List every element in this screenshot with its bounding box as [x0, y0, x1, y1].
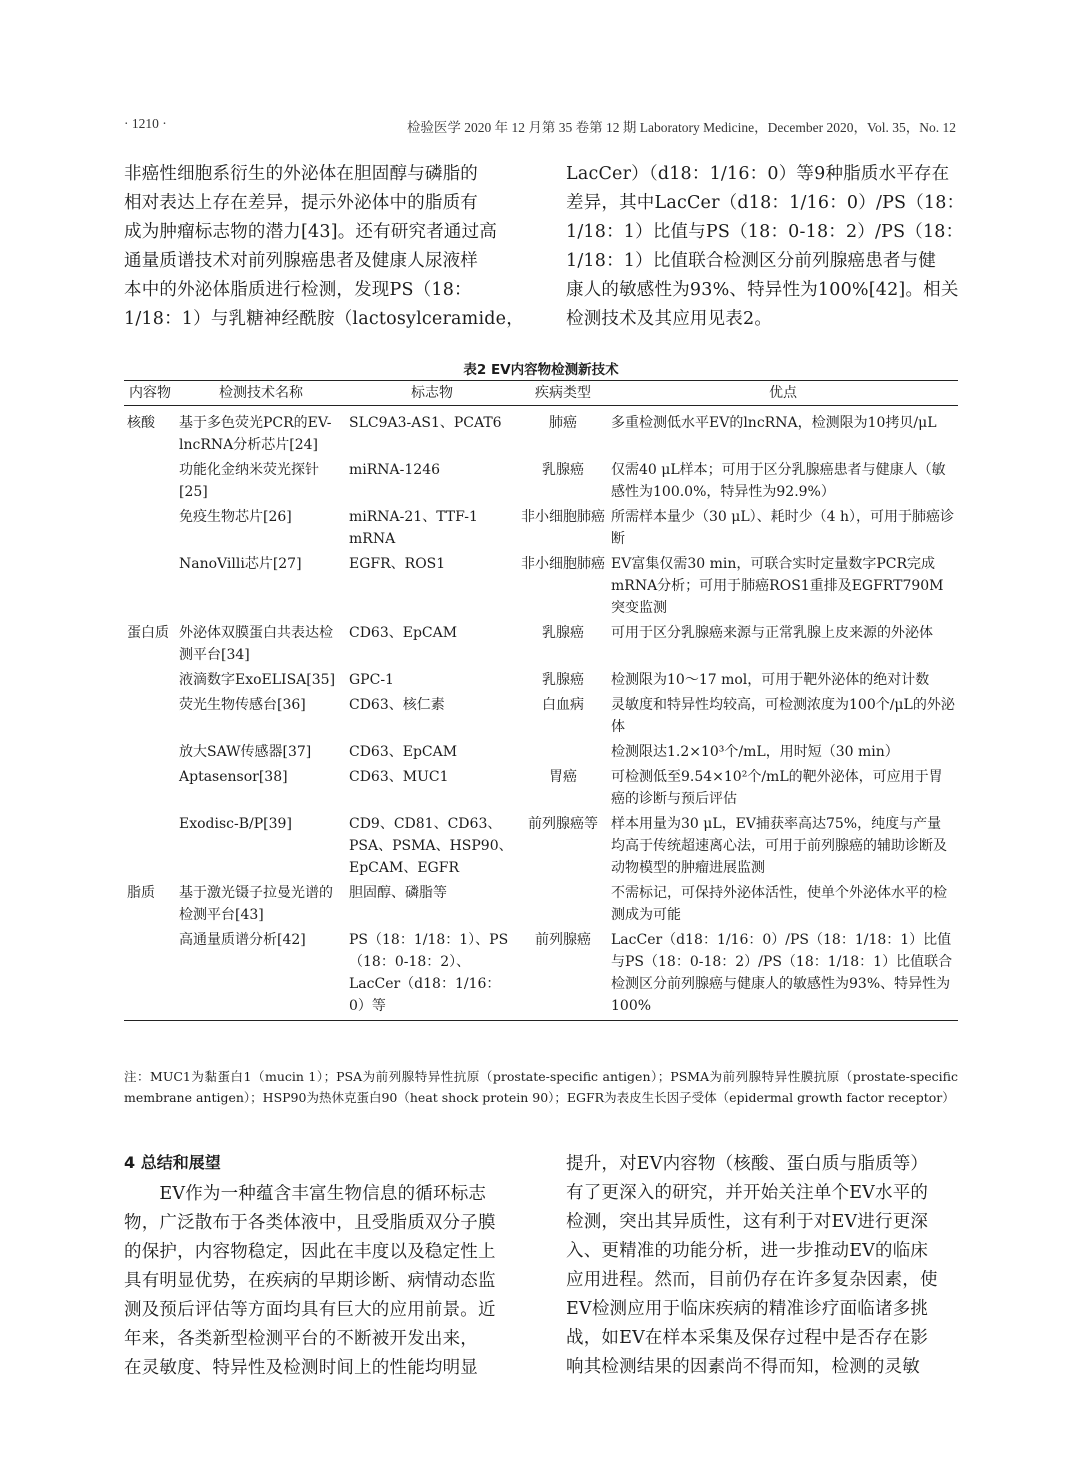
text-line: LacCer）（d18：1/16：0）等9种脂质水平存在 [566, 164, 950, 184]
journal-info: 检验医学 2020 年 12 月第 35 卷第 12 期 Laboratory Medicine，December 2020，Vol. 35，No. 12 [406, 120, 956, 135]
text-line: 提升，对EV内容物（核酸、蛋白质与脂质等） [566, 1154, 929, 1174]
text-line: 通量质谱技术对前列腺癌患者及健康人尿液样 [124, 251, 478, 271]
text-line: 应用进程。然而，目前仍存在许多复杂因素，使 [566, 1270, 938, 1290]
text-line: 康人的敏感性为93%、特异性为100%[42]。相关 [566, 280, 959, 300]
text-line: 1/18：1）与乳糖神经酰胺（lactosylceramide， [124, 309, 524, 329]
cell-tech: 外泌体双膜蛋白共表达检测平台[34] [179, 625, 333, 663]
cell-category [124, 764, 176, 811]
text-line: 差异，其中LacCer（d18：1/16：0）/PS（18： [566, 193, 965, 213]
cell-advantage: EV富集仅需30 min，可联合实时定量数字PCR完成mRNA分析；可用于肺癌ROS1重排及EGFRT790M突变监测 [611, 556, 944, 616]
cell-category [124, 551, 176, 620]
cell-advantage: 所需样本量少（30 μL）、耗时少（4 h），可用于肺癌诊断 [611, 509, 955, 547]
text-line: 检测技术及其应用见表2。 [566, 309, 773, 329]
cell-category: 蛋白质 [127, 625, 169, 641]
top-right-column [566, 160, 965, 334]
cell-marker: CD63、EpCAM [349, 744, 458, 760]
text-line: EV检测应用于临床疾病的精准诊疗面临诸多挑 [566, 1299, 929, 1319]
cell-category [124, 811, 176, 880]
cell-marker: CD63、MUC1 [349, 769, 449, 785]
table-row [124, 504, 958, 551]
cell-disease: 乳腺癌 [542, 462, 584, 478]
table-row [124, 927, 958, 1021]
text-line: 年来，各类新型检测平台的不断被开发出来， [124, 1329, 478, 1349]
table-header-row [124, 381, 958, 406]
table-row [124, 692, 958, 739]
header-category: 内容物 [124, 381, 176, 406]
cell-category [124, 692, 176, 739]
header-marker: 标志物 [346, 381, 518, 406]
top-left-column [124, 160, 524, 334]
cell-marker: EGFR、ROS1 [349, 556, 446, 572]
cell-marker: SLC9A3-AS1、PCAT6 [349, 415, 502, 431]
cell-marker: 胆固醇、磷脂等 [349, 885, 447, 901]
cell-category [124, 739, 176, 764]
cell-disease: 白血病 [542, 697, 584, 713]
text-line: 成为肿瘤标志物的潜力[43]。还有研究者通过高 [124, 222, 498, 242]
cell-tech: Exodisc-B/P[39] [179, 816, 292, 832]
cell-tech: Aptasensor[38] [179, 769, 288, 785]
text-line: 检测，突出其异质性，这有利于对EV进行更深 [566, 1212, 929, 1232]
table-row [124, 620, 958, 667]
cell-advantage: 不需标记，可保持外泌体活性，使单个外泌体水平的检测成为可能 [611, 885, 947, 923]
section4-right-column [566, 1150, 958, 1382]
cell-tech: 免疫生物芯片[26] [179, 509, 292, 525]
page-number: · 1210 · [124, 116, 167, 131]
cell-tech: 功能化金纳米荧光探针[25] [179, 462, 319, 500]
cell-advantage: 灵敏度和特异性均较高，可检测浓度为100个/μL的外泌体 [611, 697, 955, 735]
cell-disease: 胃癌 [549, 769, 577, 785]
cell-tech: 高通量质谱分析[42] [176, 927, 346, 1021]
cell-tech: 放大SAW传感器[37] [179, 744, 312, 760]
cell-advantage: 检测限达1.2×10³个/mL，用时短（30 min） [611, 744, 899, 760]
cell-tech: 荧光生物传感台[36] [179, 697, 306, 713]
cell-category [124, 504, 176, 551]
cell-advantage: 可检测低至9.54×10²个/mL的靶外泌体，可应用于胃癌的诊断与预后评估 [611, 769, 943, 807]
cell-tech: NanoVilli芯片[27] [179, 556, 302, 572]
text-line: 战，如EV在样本采集及保存过程中是否存在影 [566, 1328, 929, 1348]
cell-advantage: 仅需40 μL样本；可用于区分乳腺癌患者与健康人（敏感性为100.0%，特异性为92.9%） [611, 462, 946, 500]
cell-category: 核酸 [127, 415, 155, 431]
cell-marker: miRNA-21、TTF-1 mRNA [349, 509, 478, 547]
cell-advantage: 可用于区分乳腺癌来源与正常乳腺上皮来源的外泌体 [611, 625, 933, 641]
header-disease: 疾病类型 [518, 381, 608, 406]
header-advantage: 优点 [608, 381, 958, 406]
cell-marker: CD63、EpCAM [349, 625, 458, 641]
text-line: 物，广泛散布于各类体液中，且受脂质双分子膜 [124, 1213, 496, 1233]
running-header [124, 116, 956, 136]
table-caption: 表2 EV内容物检测新技术 [463, 362, 619, 378]
cell-category: 脂质 [127, 885, 155, 901]
text-line: EV作为一种蕴含丰富生物信息的循环标志 [124, 1184, 487, 1204]
text-line: 入、更精准的功能分析，进一步推动EV的临床 [566, 1241, 929, 1261]
cell-marker: CD63、核仁素 [349, 697, 445, 713]
cell-advantage: 检测限为10～17 mol，可用于靶外泌体的绝对计数 [611, 672, 930, 688]
text-line: 本中的外泌体脂质进行检测，发现PS（18： [124, 280, 472, 300]
cell-advantage: 多重检测低水平EV的lncRNA，检测限为10拷贝/μL [611, 415, 937, 431]
cell-advantage: LacCer（d18：1/16：0）/PS（18：1/18：1）比值与PS（18：0-18：2）/PS（18：1/18：1）比值联合检测区分前列腺癌与健康人的敏感性为93%、特异性为100% [608, 927, 958, 1021]
cell-disease: 前列腺癌 [518, 927, 608, 1021]
table-row [124, 551, 958, 620]
cell-tech: 液滴数字ExoELISA[35] [179, 672, 336, 688]
text-line: 在灵敏度、特异性及检测时间上的性能均明显 [124, 1358, 478, 1378]
cell-disease: 非小细胞肺癌 [521, 509, 605, 525]
text-line: 的保护，内容物稳定，因此在丰度以及稳定性上 [124, 1242, 496, 1262]
table-row [124, 739, 958, 764]
text-line: 测及预后评估等方面均具有巨大的应用前景。近 [124, 1300, 496, 1320]
cell-disease: 前列腺癌等 [528, 816, 598, 832]
text-line: 非癌性细胞系衍生的外泌体在胆固醇与磷脂的 [124, 164, 478, 184]
cell-disease: 肺癌 [549, 415, 577, 431]
cell-marker: miRNA-1246 [349, 462, 441, 478]
ev-detection-table [124, 380, 958, 1021]
cell-marker: CD9、CD81、CD63、PSA、PSMA、HSP90、EpCAM、EGFR [349, 816, 513, 876]
section-title: 4 总结和展望 [124, 1153, 221, 1172]
cell-disease: 乳腺癌 [542, 672, 584, 688]
cell-category [124, 457, 176, 504]
cell-tech: 基于激光镊子拉曼光谱的检测平台[43] [179, 885, 333, 923]
cell-marker: PS（18：1/18：1）、PS（18：0-18：2）、LacCer（d18：1/16：0）等 [346, 927, 518, 1021]
cell-disease: 非小细胞肺癌 [521, 556, 605, 572]
cell-disease [518, 739, 608, 764]
text-line: 具有明显优势，在疾病的早期诊断、病情动态监 [124, 1271, 496, 1291]
cell-category [124, 927, 176, 1021]
table-row [124, 667, 958, 692]
text-line: 1/18：1）比值联合检测区分前列腺癌患者与健 [566, 251, 937, 271]
cell-disease [518, 880, 608, 927]
table-row [124, 457, 958, 504]
cell-advantage: 样本用量为30 μL，EV捕获率高达75%，纯度与产量均高于传统超速离心法，可用于前列腺癌的辅助诊断及动物模型的肿瘤进展监测 [611, 816, 947, 876]
text-line: 响其检测结果的因素尚不得而知，检测的灵敏 [566, 1357, 920, 1377]
text-line: 相对表达上存在差异，提示外泌体中的脂质有 [124, 193, 478, 213]
cell-tech: 基于多色荧光PCR的EV-lncRNA分析芯片[24] [179, 415, 332, 453]
cell-marker: GPC-1 [349, 672, 394, 688]
table-row [124, 880, 958, 927]
header-tech: 检测技术名称 [176, 381, 346, 406]
table-row [124, 811, 958, 880]
table-note: 注：MUC1为黏蛋白1（mucin 1）；PSA为前列腺特异性抗原（prostate-specific antigen）；PSMA为前列腺特异性膜抗原（prostate-specific membrane antigen）；HSP90为热休克蛋白90（heat shock protein 90）；EGFR为表皮生长因子受体（epidermal growth factor receptor） [124, 1069, 958, 1105]
table-row [124, 406, 958, 458]
section4-left-column [124, 1180, 516, 1383]
cell-disease: 乳腺癌 [542, 625, 584, 641]
text-line: 1/18：1）比值与PS（18：0-18：2）/PS（18： [566, 222, 964, 242]
text-line: 有了更深入的研究，并开始关注单个EV水平的 [566, 1183, 929, 1203]
cell-category [124, 667, 176, 692]
table-row [124, 764, 958, 811]
